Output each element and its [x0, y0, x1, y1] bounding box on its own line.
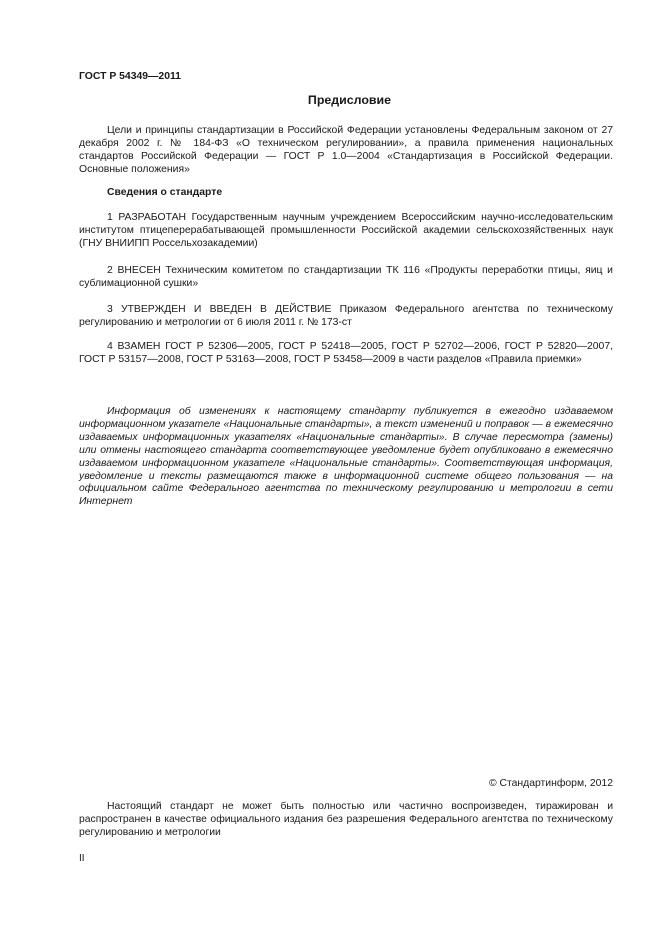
changes-notice: Информация об изменениях к настоящему стандарту публикуется в ежегодно издаваемом информационном указателе «Национальные стандарты», а текст изменений и поправок — в ежемесячно издаваемых информационных указателях «Национальные стандарты». В случае пересмотра (замены) или отмены настоящего стандарта соответствующее уведомление будет опубликовано в ежемесячно издаваемом информационном указателе «Национальные стандарты». Соответствующая информация, уведомление и тексты размещаются также в информационной системе общего пользования — на официальном сайте Федерального агентства по техническому регулированию и метрологии в сети Интернет: [79, 406, 613, 508]
reproduction-notice: Настоящий стандарт не может быть полностью или частично воспроизведен, тиражирован и распространен в качестве официального издания без разрешения Федерального агентства по техническому регулированию и метрологии: [79, 801, 613, 838]
item-replaces: 4 ВЗАМЕН ГОСТ Р 52306—2005, ГОСТ Р 52418—2005, ГОСТ Р 52702—2006, ГОСТ Р 52820—2007, ГОСТ Р 53157—2008, ГОСТ Р 53163—2008, ГОСТ Р 53458—2009 в части разделов «Правила приемки»: [79, 341, 613, 365]
item-approved: 3 УТВЕРЖДЕН И ВВЕДЕН В ДЕЙСТВИЕ Приказом Федерального агентства по техническому регулированию и метрологии от 6 июля 2011 г. № 173-ст: [79, 304, 613, 328]
document-code: ГОСТ Р 54349—2011: [79, 71, 181, 82]
info-heading: Сведения о стандарте: [107, 187, 223, 198]
page-title: Предисловие: [307, 93, 392, 107]
intro-paragraph: Цели и принципы стандартизации в Российской Федерации установлены Федеральным законом от 27 декабря 2002 г. № 184-ФЗ «О техническом регулировании», а правила применения национальных стандартов Российской Федерации — ГОСТ Р 1.0—2004 «Стандартизация в Российской Федерации. Основные положения»: [79, 125, 613, 175]
copyright: © Стандартинформ, 2012: [488, 778, 613, 789]
page-number: II: [79, 853, 85, 864]
item-submitted: 2 ВНЕСЕН Техническим комитетом по стандартизации ТК 116 «Продукты переработки птицы, яиц и сублимационной сушки»: [79, 265, 613, 289]
item-developed: 1 РАЗРАБОТАН Государственным научным учреждением Всероссийским научно-исследовательским институтом птицеперерабатывающей промышленности Российской академии сельскохозяйственных наук (ГНУ ВНИИПП Россельхозакадемии): [79, 212, 613, 249]
